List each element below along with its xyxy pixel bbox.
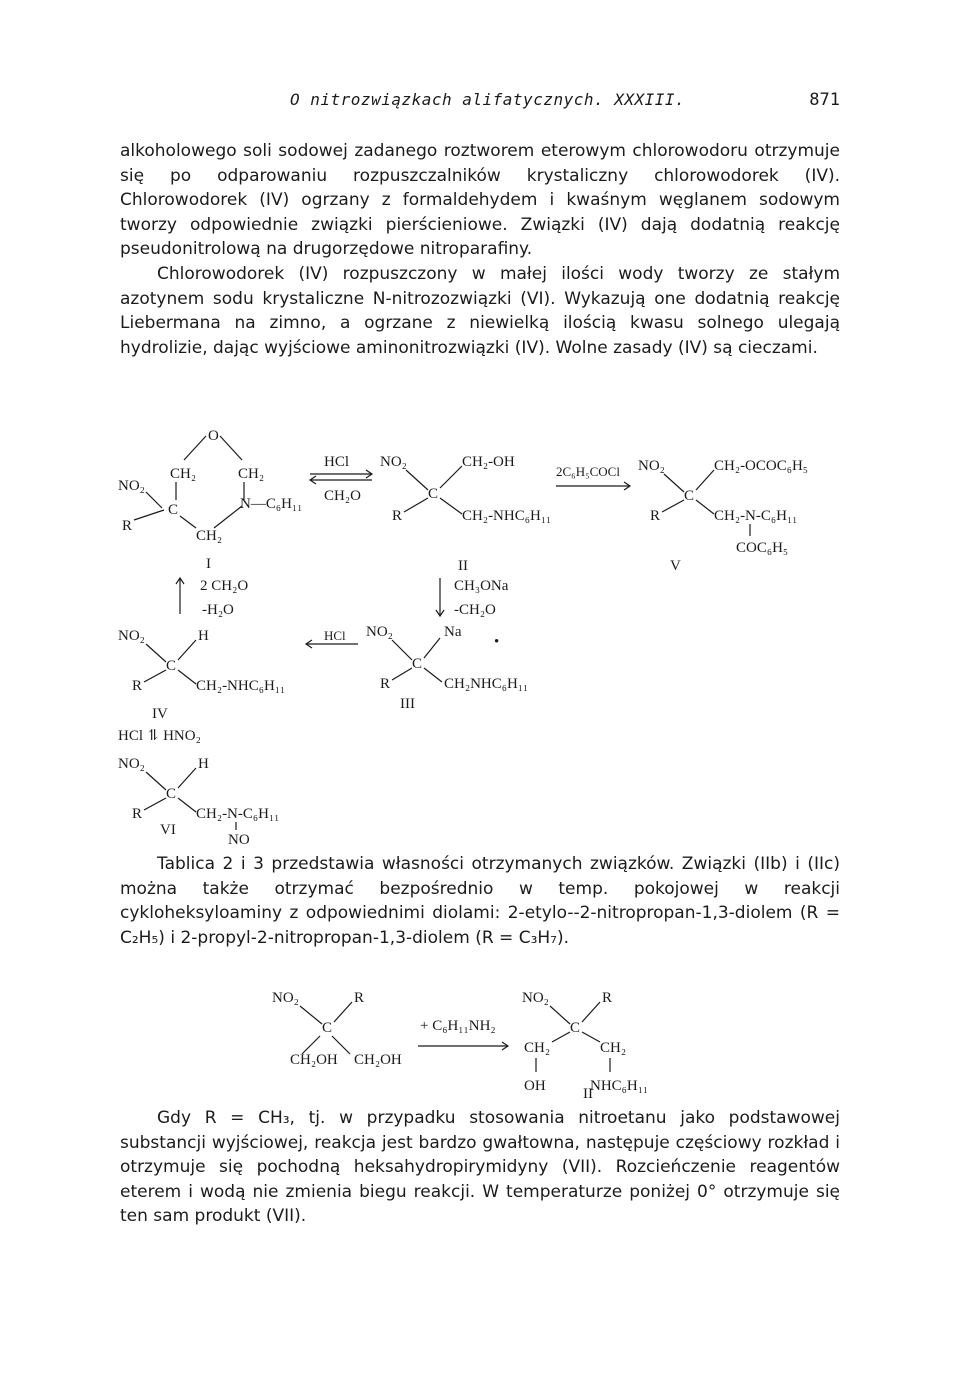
r-group-v: R: [650, 508, 661, 524]
r-group-iii: R: [380, 676, 391, 692]
carbon-iv: C: [166, 658, 177, 674]
ch2nhc6h11-iv: CH₂-NHC₆H₁₁: [196, 678, 286, 694]
ch2-nitrosamine-vi: CH₂-N-C₆H₁₁: [196, 806, 280, 822]
amine-n-i: N—C₆H₁₁: [240, 496, 303, 512]
ch2oh-right: CH₂OH: [354, 1052, 402, 1068]
reagent-water-loss: -H₂O: [202, 602, 234, 618]
ch2nhc6h11-ii: CH₂-NHC₆H₁₁: [462, 508, 552, 524]
r-group-diol: R: [354, 990, 365, 1006]
hcl-label-1: HCl: [324, 454, 350, 470]
ch2-left-product: CH₂: [524, 1040, 551, 1056]
label-iii: III: [400, 696, 415, 712]
paragraph-1: alkoholowego soli sodowej zadanego roztworem eterowym chlorowodoru otrzymuje się po odparowaniu rozpuszczalników krystaliczny chlorowodorek (IV). Chlorowodorek (IV) ogrzany z formaldehydem i kwaśnym węglanem sodowym tworzy odpowiednie związki pierścieniowe. Związki (IV) dają dodatnią reakcję pseudonitrolową na drugorzędowe nitroparafiny.: [120, 141, 840, 260]
ch2-right-product: CH₂: [600, 1040, 627, 1056]
text-block-middle: [120, 852, 840, 950]
carbon-product: C: [570, 1020, 581, 1036]
nitroso-vi: NO: [228, 832, 250, 848]
label-ii: II: [458, 558, 468, 574]
carbon-iii: C: [412, 656, 423, 672]
label-v: V: [670, 558, 681, 574]
carbon-vi: C: [166, 786, 177, 802]
bullet-iii: •: [494, 634, 500, 650]
label-vi: VI: [160, 822, 176, 838]
hydroxyl-product: OH: [524, 1078, 546, 1094]
ring-ch2-a: CH₂: [170, 466, 197, 482]
hcl-label-2: HCl: [324, 628, 346, 643]
ring-ch2-c: CH₂: [196, 528, 223, 544]
reaction-scheme-2: [270, 980, 730, 1110]
reaction-scheme-1: [110, 418, 850, 848]
ch2nhc6h11-iii: CH₂NHC₆H₁₁: [444, 676, 529, 692]
sodium-iii: Na: [444, 624, 462, 640]
ch2oh-ii: CH₂-OH: [462, 454, 515, 470]
paragraph-4: Gdy R = CH₃, tj. w przypadku stosowania nitroetanu jako podstawowej substancji wyjściowej, reakcja jest bardzo gwałtowna, następuje częściowy rozkład i otrzymuje się pochodną heksahydropirymidyny (VII). Rozcieńczenie reagentów eterem i wodą nie zmienia biegu reakcji. W temperaturze poniżej 0° otrzymuje się ten sam produkt (VII).: [120, 1108, 840, 1227]
page-number: 871: [809, 90, 840, 110]
ring-ch2-b: CH₂: [238, 466, 265, 482]
label-ii-scheme2: II: [583, 1086, 593, 1102]
label-i: I: [206, 556, 211, 572]
nitro-ii: NO₂: [380, 454, 407, 470]
nitro-iii: NO₂: [366, 624, 393, 640]
page-header: [290, 90, 840, 114]
reagent-ch2o-loss: -CH₂O: [454, 602, 496, 618]
r-group-iv: R: [132, 678, 143, 694]
benzoyl-chloride-label: 2C₆H₅COCl: [556, 464, 620, 479]
benzoyl-v: COC₆H₅: [736, 540, 789, 556]
label-iv: IV: [152, 706, 168, 722]
nitrosation-reagents: HCl ⥮ HNO₂: [118, 728, 201, 744]
carbon-diol: C: [322, 1020, 333, 1036]
carbon-i: C: [168, 502, 179, 518]
r-group-ii: R: [392, 508, 403, 524]
nitro-iv: NO₂: [118, 628, 145, 644]
text-block-bottom: [120, 1106, 840, 1229]
ch2oh-left: CH₂OH: [290, 1052, 338, 1068]
r-group-vi: R: [132, 806, 143, 822]
paragraph-3: Tablica 2 i 3 przedstawia własności otrzymanych związków. Związki (IIb) i (IIc) można także otrzymać bezpośrednio w temp. pokojowej w reakcji cykloheksyloaminy z odpowiednimi diolami: 2-etylo--2-nitropropan-1,3-diolem (R = C₂H₅) i 2-propyl-2-nitropropan-1,3-diolem (R = C₃H₇).: [120, 854, 840, 948]
ch2-benzoate-v: CH₂-OCOC₆H₅: [714, 458, 809, 474]
reagent-methoxide: CH₃ONa: [454, 578, 509, 594]
hydrogen-iv: H: [198, 628, 209, 644]
nitro-v: NO₂: [638, 458, 665, 474]
atom-o: O: [208, 428, 219, 444]
carbon-ii: C: [428, 486, 439, 502]
nitro-diol: NO₂: [272, 990, 299, 1006]
r-group-product: R: [602, 990, 613, 1006]
paragraph-2: Chlorowodorek (IV) rozpuszczony w małej ilości wody tworzy ze stałym azotynem sodu krystaliczne N-nitrozozwiązki (VI). Wykazują one dodatnią reakcję Liebermana na zimno, a ogrzane z niewielką ilością kwasu solnego ulegają hydrolizie, dając wyjściowe aminonitrozwiązki (IV). Wolne zasady (IV) są cieczami.: [120, 263, 840, 358]
nitro-product: NO₂: [522, 990, 549, 1006]
reagent-formaldehyde: 2 CH₂O: [200, 578, 249, 594]
nitro-i: NO₂: [118, 478, 145, 494]
ch2o-label: CH₂O: [324, 488, 361, 504]
carbon-v: C: [684, 488, 695, 504]
text-block-top: [120, 139, 840, 360]
r-group-i: R: [122, 518, 133, 534]
nitro-vi: NO₂: [118, 756, 145, 772]
hydrogen-vi: H: [198, 756, 209, 772]
amine-product: NHC₆H₁₁: [590, 1078, 649, 1094]
running-title: O nitrozwiązkach alifatycznych. XXXIII.: [290, 90, 686, 109]
ch2-amide-v: CH₂-N-C₆H₁₁: [714, 508, 798, 524]
amine-reagent: + C₆H₁₁NH₂: [420, 1018, 496, 1034]
